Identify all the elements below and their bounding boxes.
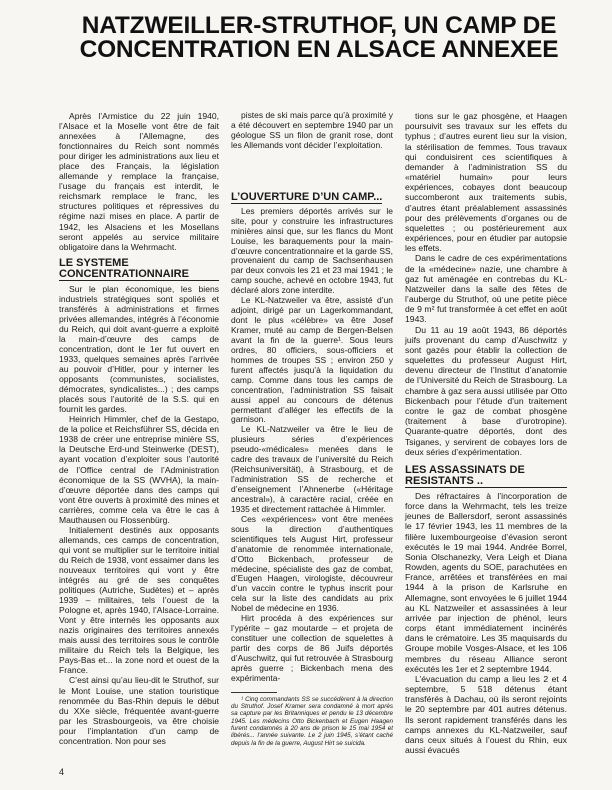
page-number: 4 bbox=[59, 767, 65, 777]
column-middle bbox=[231, 111, 393, 747]
paragraph: Des réfractaires à l’incorporation de force dans la Wehrmacht, tels les treize jeunes de Ballersdorf, seront assassinés le 17 février 1943, les 11 membres de la filière luxembourgeoise d’évasion seront exécutés le 19 mai 1944. Andrée Borrel, Sonia Olschanezky, Vera Leigh et Diana Rowden, agents du SOE, parachutées en France, arrêtées et transférées en mai 1944 à la prison de Karlsruhe en Allemagne, sont envoyées le 6 juillet 1944 au KL Natzweiler et assassinées à leur arrivée par injection de phénol, leurs corps étant immédiatement incinérés dans le crématoire. Les 35 maquisards du Groupe mobile Vosges-Alsace, et les 106 membres du réseau Alliance seront exécutés les 1er et 2 septembre 1944. bbox=[405, 490, 567, 674]
paragraph: Initialement destinés aux opposants allemands, ces camps de concentration, qui vont se multiplier sur le territoire initial du Reich de 1938, vont essaimer dans les nouveaux territoires qui vont y être intégrés au gré de ses conquêtes politiques (Autriche, Sudètes) et – après 1939 – militaires, tels l’ouest de la Pologne et, après 1940, l’Alsace-Lorraine. Vont y être internés les opposants aux nazis originaires des territoires annexés mais aussi des territoires sous le contrôle militaire du Reich tels la Belgique, les Pays-Bas et... la zone nord et ouest de la France. bbox=[59, 524, 219, 676]
article-title: NATZWEILLER-STRUTHOF, UN CAMP DE CONCENTRATION EN ALSACE ANNEXEE bbox=[79, 12, 559, 63]
section-heading: LE SYSTEME CONCENTRATIONNAIRE bbox=[59, 258, 219, 281]
paragraph: Sur le plan économique, les biens industriels stratégiques sont spoliés et transférés à administrations et firmes privées allemandes, intégrés à l’économie du Reich, qui doit avant-guerre a exploité la main-d’œuvre des camps de concentration, dont le 1er fut ouvert en 1933, quelques semaines après l’arrivée au pouvoir d’Hitler, pour y interner les opposants (communistes, socialistes, démocrates, syndicalistes...) ; des camps placés sous l’autorité de la S.S. qui en fournit les gardes. bbox=[59, 283, 219, 415]
paragraph: Après l’Armistice du 22 juin 1940, l’Alsace et la Moselle vont être de fait annexées à l’Allemagne, des fonctionnaires du Reich sont nommés pour diriger les administrations aux lieu et place des Français, la législation allemande y remplace la française, l’usage du français est interdit, le reichsmark remplace le franc, les structures politiques et répressives du régime nazi mises en place. A partir de 1942, les Alsaciens et les Mosellans seront appelés au service militaire obligatoire dans la Wehrmacht. bbox=[59, 111, 219, 252]
paragraph: pistes de ski mais parce qu’à proximité y a été découvert en septembre 1940 par un géologue SS un filon de granit rose, dont les Allemands vont décider l’exploitation. bbox=[231, 110, 393, 150]
section-heading: L’OUVERTURE D’UN CAMP... bbox=[231, 190, 383, 203]
footnote: ¹ Cinq commandants SS se succédèrent à la direction du Struthof. Josef Kramer sera condamné à mort après sa capture par les Britanniques et pendu le 13 décembre 1945. Les médecins Otto Bickenbach et Eugen Haagen furent condamnés à 20 ans de prison le 15 mai 1954 et libérés... l’année suivante. Le 2 juin 1945, s’étant caché depuis la fin de la guerre, August Hirt se suicida. bbox=[231, 695, 393, 747]
paragraph: tions sur le gaz phosgène, et Haagen poursuivit ses travaux sur les effets du typhus ; d’autres eurent lieu sur la vision, la stérilisation de femmes. Tous travaux qui conduisirent ces scientifiques à demander à l’administration SS du «matériel humain» pour leurs expériences, cobayes dont beaucoup succomberont aux traitements subis, d’autres étant préalablement assassinés pour des prélèvements d’organes ou de squelettes ; ou postérieurement aux expériences, pour en étudier par autopsie les effets. bbox=[405, 111, 567, 254]
paragraph: Du 11 au 19 août 1943, 86 déportés juifs provenant du camp d’Auschwitz y sont gazés pour établir la collection de squelettes du professeur August Hirt, devenu directeur de l’Institut d’anatomie de l’Université du Reich de Strasbourg. La chambre à gaz sera aussi utilisée par Otto Bickenbach pour l’étude d’un traitement contre le gaz de combat phosgène (traitement à base d’urotropine). Quarante-quatre déportés, dont des Tsiganes, y servirent de cobayes lors de deux séries d’expérimentation. bbox=[405, 324, 567, 457]
footnote-divider bbox=[231, 692, 277, 693]
paragraph: L’évacuation du camp a lieu les 2 et 4 septembre, 5 518 détenus étant transférés à Dachau, où ils seront rejoints le 20 septembre par 401 autres détenus. Ils seront rapidement transférés dans les camps annexes du KL-Natzweiler, sauf dans ceux situés à l’ouest du Rhin, eux aussi évacués bbox=[405, 673, 567, 756]
section-heading: LES ASSASSINATS DE RESISTANTS .. bbox=[405, 465, 567, 488]
paragraph: Ces «expériences» vont être menées sous la direction d’authentiques scientifiques tels August Hirt, professeur d’anatomie de renommée internationale, d’Otto Bickenbach, professeur de médecine, spécialiste des gaz de combat, d’Eugen Haagen, virologiste, découvreur d’un vaccin contre le typhus inscrit pour cela sur la liste des candidats au prix Nobel de médecine en 1936. bbox=[231, 513, 393, 614]
column-left bbox=[59, 111, 219, 746]
column-right bbox=[405, 111, 567, 755]
paragraph: Heinrich Himmler, chef de la Gestapo, de la police et Reichsführer SS, décida en 1938 de créer une entreprise minière SS, la Deutsche Erd-und Steinwerke (DEST), ayant vocation d’exploiter sous l’autorité de l’Office central de l’Administration économique de la SS (WVHA), la main-d’œuvre déportée dans des camps qui vont être ouverts à proximité des mines et carrières, comme cela va être le cas à Mauthausen ou Flossenbürg. bbox=[59, 414, 219, 525]
paragraph: Le KL-Natzweiler va être, assisté d’un adjoint, dirigé par un Lagerkommandant, dont le plus «célèbre» va être Josef Kramer, muté au camp de Bergen-Belsen avant la fin de la guerre¹. Sous leurs ordres, 80 officiers, sous-officiers et hommes de troupes SS ; environ 250 y furent affectés jusqu’à la liquidation du camp. Comme dans tous les camps de concentration, l’administration SS faisait aussi appel au concours de détenus permettant d’alléger les effectifs de la garnison. bbox=[231, 295, 393, 425]
paragraph: Hirt procéda à des expériences sur l’ypérite – gaz moutarde – et projeta de constituer une collection de squelettes à partir des corps de 86 Juifs déportés d’Auschwitz, qui fut retrouvée à Strasbourg après guerre ; Bickenbach mena des expérimenta- bbox=[231, 613, 393, 683]
paragraph: Les premiers déportés arrivés sur le site, pour y construire les infrastructures minières ainsi que, sur les flancs du Mont Louise, les baraquements pour la main-d’œuvre concentrationnaire et la garde SS, provenaient du camp de Sachsenhausen par deux convois les 21 et 23 mai 1941 ; le camp souche, achevé en octobre 1943, fut déclaré alors zone interdite. bbox=[231, 205, 393, 296]
paragraph: C’est ainsi qu’au lieu-dit le Struthof, sur le Mont Louise, une station touristique renommée du Bas-Rhin depuis le début du XXe siècle, fréquentée avant-guerre par les Strasbourgeois, va être choisie pour l’implantation d’un camp de concentration. Non pour ses bbox=[59, 675, 219, 746]
paragraph: Le KL-Natzweiler va être le lieu de plusieurs séries d’expériences pseudo-«médicales» menées dans le cadre des travaux de l’université du Reich (Reichsuniversität), à Strasbourg, et de l’administration SS de recherche et d’enseignement l’Ahnenerbe («Héritage ancestral»), à caractère racial, créée en 1935 et directement rattachée à Himmler. bbox=[231, 424, 393, 514]
paragraph: Dans le cadre de ces expérimentations de la «médecine» nazie, une chambre à gaz fut aménagée en contrebas du KL-Natzweiler dans la salle des fêtes de l’auberge du Struthof, où une petite pièce de 9 m² fut transformée à cet effet en août 1943. bbox=[405, 253, 567, 325]
